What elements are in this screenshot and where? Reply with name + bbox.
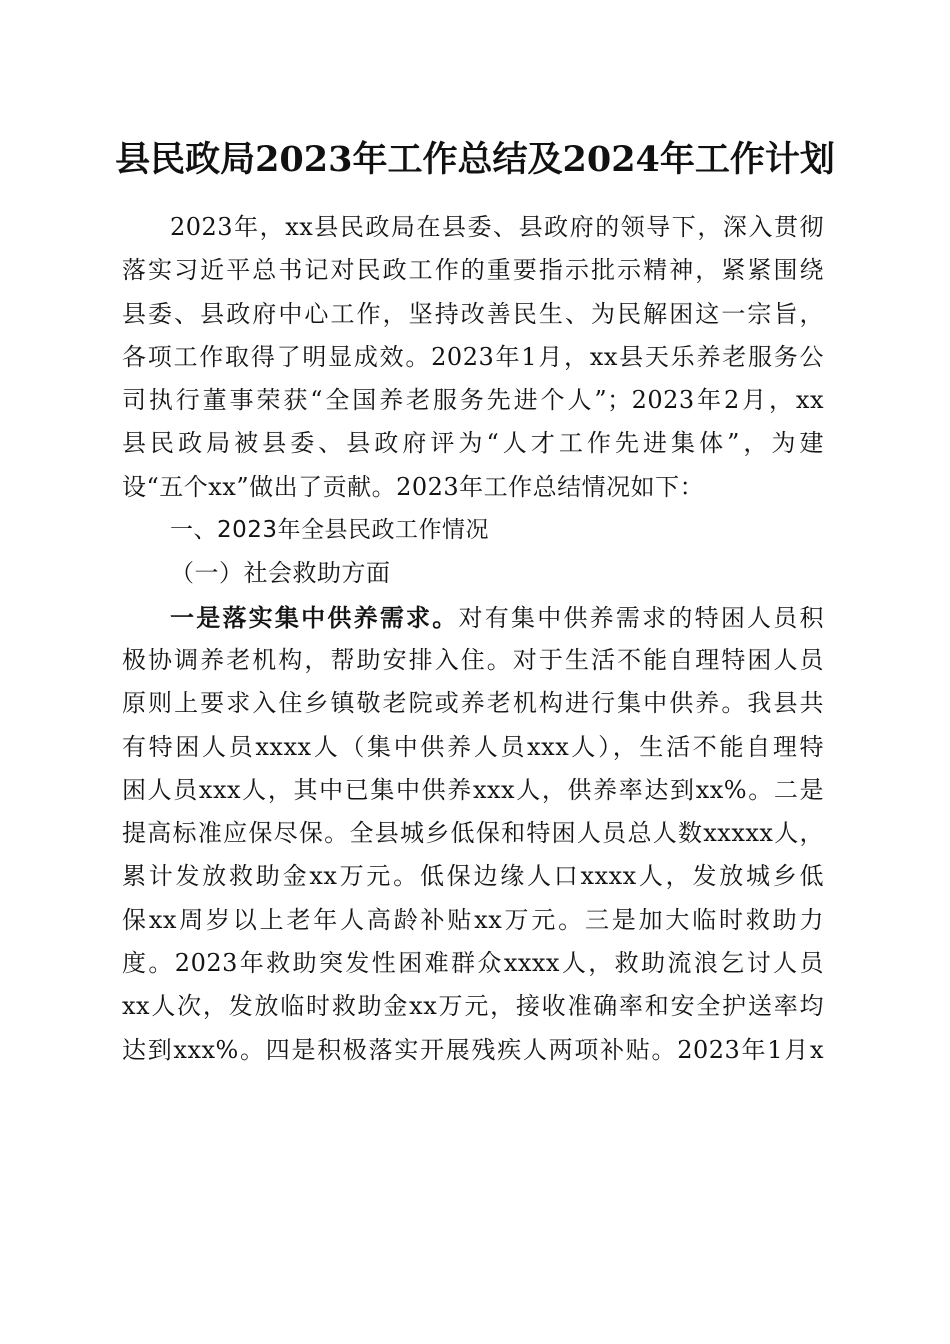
subsection-heading: （一）社会救助方面	[170, 559, 391, 588]
paragraph-2-line: 提高标准应保尽保。全县城乡低保和特困人员总人数xxxxx人，	[122, 819, 824, 848]
paragraph-1-line: 落实习近平总书记对民政工作的重要指示批示精神，紧紧围绕	[122, 256, 824, 285]
paragraph-2-line: 困人员xxx人，其中已集中供养xxx人，供养率达到xx%。二是	[122, 775, 824, 804]
document-body	[122, 206, 824, 1072]
section-heading-1: 一、2023年全县民政工作情况	[170, 517, 490, 544]
paragraph-1-line: 司执行董事荣获“全国养老服务先进个人”；2023年2月，xx	[122, 386, 824, 415]
paragraph-2-first-line	[122, 596, 824, 639]
paragraph-1-line: 设“五个xx”做出了贡献。2023年工作总结情况如下：	[122, 472, 705, 501]
paragraph-1-line: 县民政局被县委、县政府评为“人才工作先进集体”，为建	[122, 429, 824, 458]
paragraph-2-line: 度。2023年救助突发性困难群众xxxx人，救助流浪乞讨人员	[122, 949, 824, 978]
paragraph-2-line: 达到xxx%。四是积极落实开展残疾人两项补贴。2023年1月x	[122, 1035, 824, 1064]
paragraph-1-line: 2023年，xx县民政局在县委、县政府的领导下，深入贯彻	[170, 213, 824, 241]
paragraph-2-line: 保xx周岁以上老年人高龄补贴xx万元。三是加大临时救助力	[122, 905, 824, 934]
paragraph-1-line: 各项工作取得了明显成效。2023年1月，xx县天乐养老服务公	[122, 342, 824, 371]
paragraph-2-lead: 一是落实集中供养需求。	[170, 602, 459, 632]
paragraph-2-line: 极协调养老机构，帮助安排入住。对于生活不能自理特困人员	[122, 645, 824, 674]
paragraph-2-line: 累计发放救助金xx万元。低保边缘人口xxxx人，发放城乡低	[122, 862, 824, 891]
paragraph-2-first-rest: 对有集中供养需求的特困人员积	[458, 603, 825, 632]
paragraph-2-line: xx人次，发放临时救助金xx万元，接收准确率和安全护送率均	[122, 992, 824, 1021]
document-title: 县民政局2023年工作总结及2024年工作计划	[115, 139, 835, 180]
paragraph-2-line: 有特困人员xxxx人（集中供养人员xxx人），生活不能自理特	[122, 732, 824, 761]
paragraph-2-line: 原则上要求入住乡镇敬老院或养老机构进行集中供养。我县共	[122, 689, 824, 718]
paragraph-1-line: 县委、县政府中心工作，坚持改善民生、为民解困这一宗旨，	[122, 299, 824, 328]
